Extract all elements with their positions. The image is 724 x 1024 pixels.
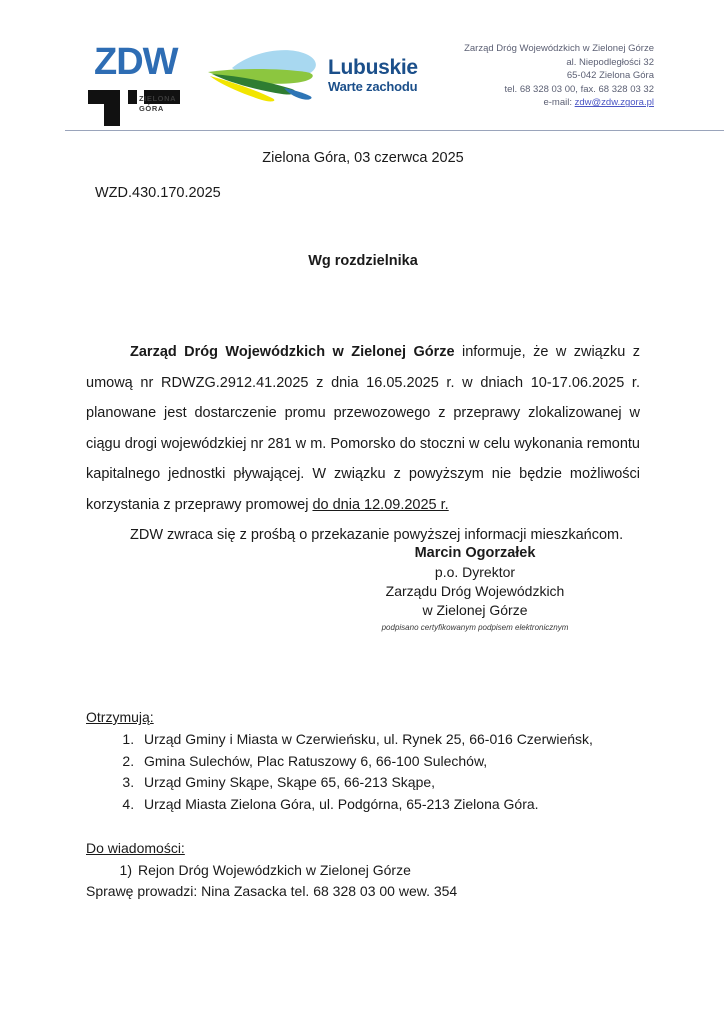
signature-block (330, 543, 620, 634)
recipients-title: Otrzymują: (86, 709, 154, 725)
list-item: 2. Gmina Sulechów, Plac Ratuszowy 6, 66-100 Sulechów, (138, 751, 646, 773)
zdw-logo-subtitle (139, 94, 176, 114)
zdw-logo-subtitle-line1: ZIELONA (139, 94, 177, 103)
body-paragraph-1 (86, 337, 640, 520)
case-worker-line: Sprawę prowadzi: Nina Zasacka tel. 68 328 03 00 wew. 354 (86, 883, 458, 899)
list-item-text: Rejon Dróg Wojewódzkich w Zielonej Górze (138, 862, 411, 878)
lubuskie-logo-name: Lubuskie (328, 56, 418, 79)
list-item-marker: 1) (119, 862, 132, 878)
sender-city: 65-042 Zielona Góra (566, 70, 654, 82)
sender-street: al. Niepodległości 32 (566, 56, 654, 68)
body-underlined-deadline: do dnia 12.09.2025 r. (312, 496, 449, 513)
lubuskie-logo (206, 44, 426, 116)
email-label: e-mail: (543, 97, 572, 109)
body-paragraph-1-text: informuje, że w związku z umową nr RDWZG.2912.41.2025 z dnia 16.05.2025 r. w dniach 10-17.06.2025 r. planowane jest dostarczenie promu przewozowego z przeprawy zlokalizowanej w ciągu drogi wojewódzkiej nr 281 w m. Pomorsko do stoczni w celu wykonania remontu kapitalnego jednostki pływającej. W związku z powyższym nie będzie możliwości korzystania z przeprawy promowej (86, 344, 640, 513)
sender-name: Zarząd Dróg Wojewódzkich w Zielonej Górze (464, 43, 654, 54)
zdw-logo-subtitle-line2: GÓRA (139, 104, 164, 113)
zdw-logo-letters: ZDW (94, 41, 178, 83)
signer-name: Marcin Ogorzałek (414, 545, 536, 561)
header-divider (65, 130, 724, 131)
notices-section (86, 838, 646, 902)
signer-role-line2: Zarządu Dróg Wojewódzkich (385, 583, 565, 599)
electronic-signature-note: podpisano certyfikowanym podpisem elektronicznym (381, 623, 569, 632)
lubuskie-logo-text (328, 56, 418, 95)
sender-address-block (464, 42, 654, 110)
zdw-logo (86, 42, 206, 124)
city-date: Zielona Góra, 03 czerwca 2025 (262, 150, 464, 166)
list-item: 1. Urząd Gminy i Miasta w Czerwieńsku, ul. Rynek 25, 66-016 Czerwieńsk, (138, 729, 646, 751)
lubuskie-logo-tagline: Warte zachodu (328, 79, 418, 94)
letter-body (86, 337, 640, 551)
sender-email-line (464, 96, 654, 110)
lubuskie-swoosh-icon (206, 44, 328, 106)
recipients-section (86, 707, 646, 815)
recipients-list (86, 729, 646, 815)
signer-role-line1: p.o. Dyrektor (434, 564, 516, 580)
list-item: 4. Urząd Miasta Zielona Góra, ul. Podgórna, 65-213 Zielona Góra. (138, 794, 646, 816)
notices-list (86, 860, 646, 881)
body-paragraph-2: ZDW zwraca się z prośbą o przekazanie powyższej informacji mieszkańcom. (130, 527, 624, 543)
body-bold-lead: Zarząd Dróg Wojewódzkich w Zielonej Górze (130, 344, 455, 360)
logo-group (86, 38, 426, 128)
list-item (119, 860, 646, 881)
addressee: Wg rozdzielnika (308, 253, 418, 269)
reference-number: WZD.430.170.2025 (95, 185, 221, 201)
letterhead (0, 36, 724, 128)
email-link[interactable]: zdw@zdw.zgora.pl (574, 97, 654, 109)
signer-role-line3: w Zielonej Górze (422, 602, 528, 618)
sender-phone: tel. 68 328 03 00, fax. 68 328 03 32 (504, 83, 654, 95)
notices-title: Do wiadomości: (86, 840, 185, 856)
list-item: 3. Urząd Gminy Skąpe, Skąpe 65, 66-213 Skąpe, (138, 772, 646, 794)
